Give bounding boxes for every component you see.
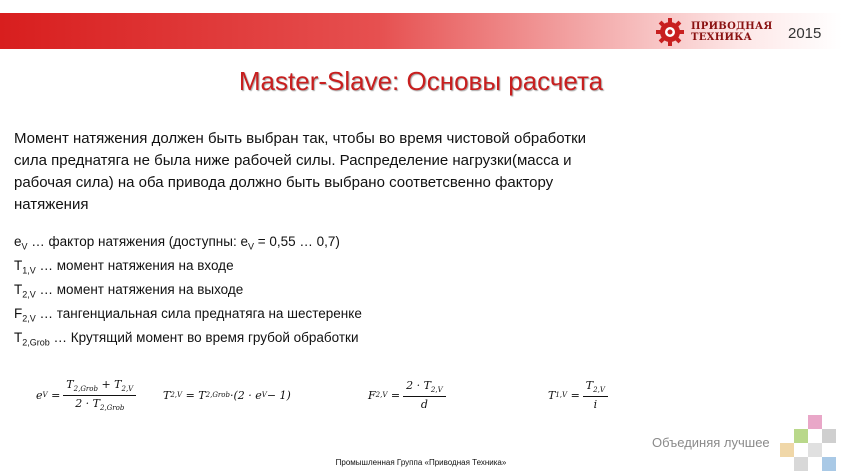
definition-symbol: $F_{2,V}$: [14, 306, 36, 324]
formula-ev: e V = $\frac{T_{2,Grob} + T_{2,V}}{2 \cdot T_{2,Grob}}$: [36, 373, 139, 417]
definitions-list: [14, 230, 614, 350]
tile: [780, 443, 794, 457]
company-logo: [655, 10, 781, 54]
gear-icon: [655, 17, 685, 47]
definition-t2grob: [14, 326, 614, 350]
definition-text: … момент натяжения на выходе: [35, 282, 244, 297]
definition-t1v: [14, 254, 614, 278]
tile: [808, 415, 822, 429]
logo-text-line1: ПРИВОДНАЯ: [691, 21, 773, 32]
definition-text-tail: = 0,55 … 0,7): [253, 234, 340, 249]
definition-symbol: $e_V$: [14, 234, 28, 252]
definition-ev: [14, 230, 614, 254]
formula-f2v: F 2,V = $\frac{2 \cdot T_{2,V}}{d}$: [368, 373, 449, 417]
definition-text: … фактор натяжения (доступны: e: [27, 234, 248, 249]
formula-f2v-fraction: $\frac{2 \cdot T_{2,V}}{d}$: [403, 379, 446, 410]
footer-company: Промышленная Группа «Приводная Техника»: [335, 458, 507, 467]
definition-t2v: [14, 278, 614, 302]
slide-title: Master-Slave: Основы расчета: [238, 66, 604, 96]
definition-text-sub: V: [247, 241, 254, 252]
year-label: 2015: [788, 25, 822, 42]
formula-t1v-fraction: $\frac{T_{2,V}}{i}$: [583, 379, 608, 410]
formula-row: [0, 373, 842, 417]
definition-symbol: $T_{2,Grob}$: [14, 330, 50, 348]
tile: [808, 443, 822, 457]
logo-text: [691, 21, 773, 43]
definition-f2v: [14, 302, 614, 326]
tile: [822, 429, 836, 443]
definition-text: … Крутящий момент во время грубой обработки: [49, 330, 359, 345]
formula-t2v: T 2,V = T 2,Grob ·(2 · e V − 1): [163, 388, 291, 402]
logo-text-line2: ТЕХНИКА: [691, 32, 753, 43]
definition-text: … тангенциальная сила преднатяга на шестеренке: [35, 306, 362, 321]
footer-slogan: Объединяя лучшее: [652, 435, 770, 450]
definition-symbol: $T_{2,V}$: [14, 282, 36, 300]
definition-text: … момент натяжения на входе: [35, 258, 234, 273]
intro-paragraph: Момент натяжения должен быть выбран так, чтобы во время чистовой обработки сила преднатяга не была ниже рабочей силы. Распределение нагрузки(масса и рабочая сила) на оба привода должно быть выбрано соответсвенно фактору натяжения: [14, 130, 587, 213]
tile: [794, 429, 808, 443]
formula-ev-fraction: $\frac{T_{2,Grob} + T_{2,V}}{2 \cdot T_{2,Grob}}$: [63, 378, 136, 411]
formula-t1v: T 1,V = $\frac{T_{2,V}}{i}$: [548, 373, 611, 417]
definition-symbol: $T_{1,V}$: [14, 258, 36, 276]
